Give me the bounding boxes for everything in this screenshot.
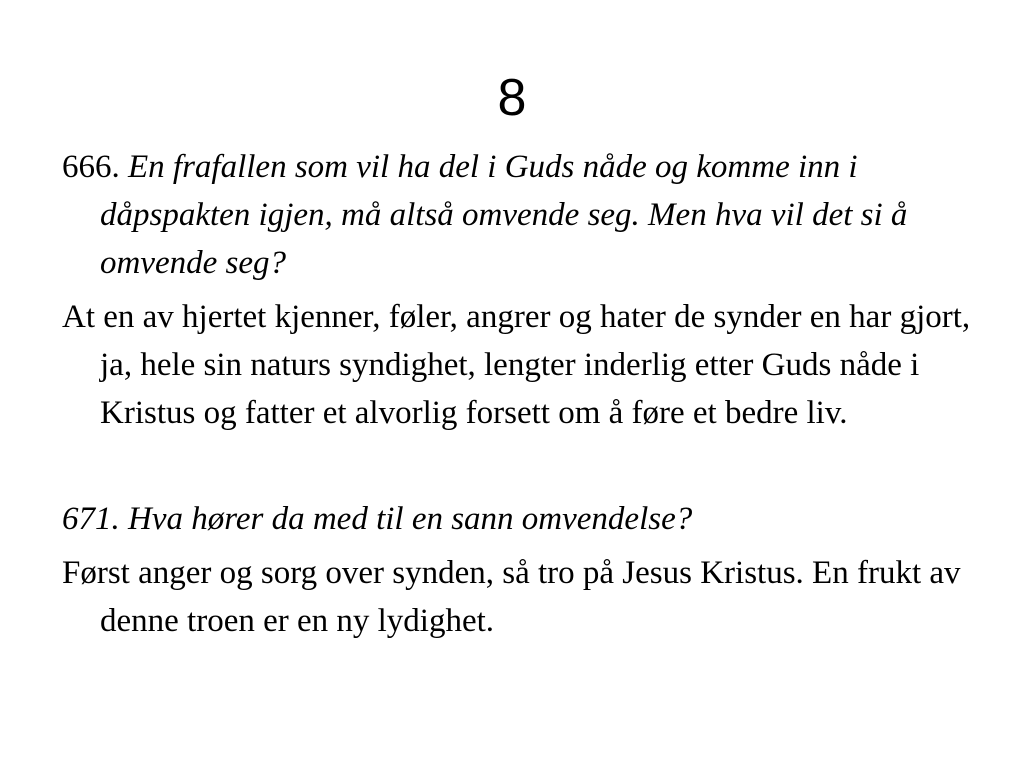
answer-666: At en av hjertet kjenner, føler, angrer og hater de synder en har gjort, ja, hele sin naturs syndighet, lengter inderlig etter Guds nåde i Kristus og fatter et alvorlig forsett om å føre et bedre liv.	[62, 299, 971, 431]
slide-body	[62, 143, 982, 645]
question-666	[62, 143, 982, 287]
slide-title: 8	[497, 69, 527, 127]
question-671: 671. Hva hører da med til en sann omvendelse?	[62, 501, 693, 537]
answer-671: Først anger og sorg over synden, så tro på Jesus Kristus. En frukt av denne troen er en ny lydighet.	[62, 555, 961, 639]
question-666-text: En frafallen som vil ha del i Guds nåde og komme inn i dåpspakten igjen, må altså omvende seg. Men hva vil det si å omvende seg?	[100, 149, 908, 281]
question-666-number: 666.	[62, 149, 120, 185]
